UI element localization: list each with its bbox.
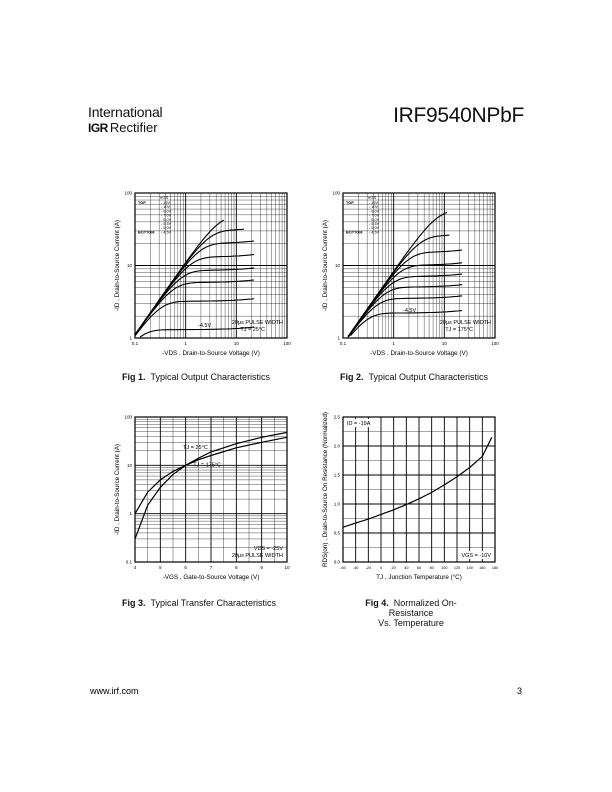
x-tick-label: 20 — [391, 566, 396, 570]
figure-3-title: Typical Transfer Characteristics — [150, 598, 277, 608]
x-tick-label: 5 — [159, 565, 162, 570]
x-tick-label: -40 — [352, 566, 359, 570]
legend-value: - 4.5V — [369, 230, 380, 235]
x-tick-label: 1 — [392, 341, 395, 346]
y-tick-label: 1.5 — [333, 472, 340, 478]
figure-4-caption — [356, 598, 466, 628]
figure-4-title-line2: Vs. Temperature — [378, 618, 444, 628]
legend-value: - 8.0V — [369, 209, 380, 214]
x-tick-label: 100 — [441, 566, 448, 570]
figure-2-title: Typical Output Characteristics — [368, 372, 489, 382]
x-tick-label: 40 — [404, 566, 409, 570]
x-tick-label: 8 — [235, 565, 238, 570]
legend-label: BOTTOM — [346, 230, 363, 235]
legend-value: - 6.0V — [161, 217, 172, 222]
x-axis-label: -VDS , Drain-to-Source Voltage (V) — [162, 350, 260, 357]
figure-3-chart — [105, 412, 295, 592]
figure-3-caption — [122, 598, 276, 608]
figure-4-chart — [313, 412, 503, 592]
annotation-pulse: 20μs PULSE WIDTH — [439, 320, 491, 326]
x-tick-label: 10 — [441, 341, 447, 346]
company-name-line1: International — [88, 104, 163, 120]
annotation-vds: VDS = -25V — [253, 546, 283, 552]
figure-1-number: Fig 1. — [122, 372, 146, 382]
annotation-tj: TJ = 25°C — [240, 327, 265, 333]
legend-title: VGS — [367, 195, 377, 200]
figure-2-caption — [340, 372, 488, 382]
y-tick-label: 1 — [129, 335, 132, 341]
x-tick-label: 160 — [479, 566, 486, 570]
x-tick-label: 140 — [466, 566, 473, 570]
footer-url: www.irf.com — [90, 686, 139, 696]
page-number: 3 — [516, 686, 522, 696]
company-name-line2 — [88, 120, 208, 136]
figure-1-chart — [105, 188, 295, 368]
figure-1-title: Typical Output Characteristics — [150, 372, 271, 382]
annotation-vgs: VGS = -10V — [461, 553, 491, 559]
x-tick-label: 0 — [379, 566, 383, 570]
x-tick-label: 6 — [184, 565, 187, 570]
x-tick-label: 120 — [453, 566, 461, 570]
y-axis-label: -ID , Drain-to-Source Current (A) — [322, 220, 329, 311]
legend-value: - 10V — [161, 205, 171, 210]
annotation-tj-175: TJ = 175°C — [193, 462, 222, 469]
annotation-vgs: -4.5V — [198, 323, 212, 329]
legend-label: TOP — [346, 201, 354, 205]
annotation-pulse: 20μs PULSE WIDTH — [231, 320, 283, 326]
legend-value: - 5.5V — [161, 222, 172, 226]
figure-4-title: Normalized On-Resistance — [388, 598, 457, 618]
legend-value: - 7.0V — [369, 213, 380, 218]
company-logo — [88, 104, 208, 136]
legend-value: - 6.0V — [369, 217, 380, 222]
y-tick-label: 0.0 — [333, 559, 340, 565]
legend-value: - 5.0V — [369, 226, 380, 231]
x-tick-label: 0.1 — [131, 341, 139, 346]
x-axis-label: -VDS , Drain-to-Source Voltage (V) — [370, 350, 468, 357]
y-axis-label: RDS(on) , Drain-to-Source On Resistance (Normalized) — [322, 411, 329, 568]
x-tick-label: 180 — [491, 566, 499, 570]
figure-3-number: Fig 3. — [122, 598, 146, 608]
y-axis-label: -ID , Drain-to-Source Current (A) — [114, 220, 121, 311]
legend-value: - 4.5V — [161, 230, 172, 235]
annotation-tj: TJ = 175°C — [445, 327, 473, 333]
y-tick-label: 2.0 — [333, 443, 340, 449]
y-tick-label: 0.5 — [333, 530, 340, 536]
figure-4-number: Fig 4. — [365, 598, 389, 608]
y-tick-label: 10 — [126, 462, 132, 468]
y-tick-label: 100 — [124, 190, 132, 196]
x-tick-label: 10 — [233, 341, 239, 346]
x-tick-label: 4 — [133, 565, 137, 570]
y-axis-label: -ID , Drain-to-Source Current (A) — [114, 444, 121, 535]
x-tick-label: -60 — [340, 566, 346, 570]
annotation-pulse: 20μs PULSE WIDTH — [231, 553, 283, 559]
x-tick-label: 7 — [209, 565, 213, 570]
annotation-vgs: -4.5V — [403, 308, 417, 314]
legend-value: - 7.0V — [161, 213, 172, 218]
legend-label: TOP — [138, 201, 146, 205]
y-tick-label: 1 — [337, 335, 340, 341]
y-tick-label: 0.1 — [125, 559, 132, 565]
figure-2-chart — [313, 188, 503, 368]
legend-value: - 8.0V — [161, 209, 172, 214]
legend-label: BOTTOM — [138, 230, 155, 235]
y-tick-label: 1 — [129, 511, 132, 517]
legend-value: - 15V — [369, 201, 379, 205]
x-axis-label: -VGS , Gate-to-Source Voltage (V) — [162, 574, 260, 581]
y-tick-label: 100 — [332, 190, 340, 196]
y-tick-label: 1.0 — [333, 501, 340, 507]
x-tick-label: 10 — [284, 565, 290, 570]
legend-value: - 10V — [369, 205, 379, 210]
figure-1-caption — [122, 372, 270, 382]
x-tick-label: -20 — [365, 566, 372, 570]
company-name-rectifier: Rectifier — [109, 120, 158, 135]
figure-2-number: Fig 2. — [340, 372, 364, 382]
company-mark: IGR — [88, 121, 108, 135]
y-tick-label: 2.5 — [333, 414, 340, 420]
legend-value: - 5.0V — [161, 226, 172, 231]
x-tick-label: 60 — [416, 566, 422, 570]
legend-value: - 15V — [161, 201, 171, 205]
x-tick-label: 0.1 — [339, 341, 347, 346]
annotation-id: ID = -19A — [347, 421, 371, 427]
x-tick-label: 100 — [491, 341, 499, 346]
y-tick-label: 10 — [334, 263, 340, 268]
x-axis-label: TJ , Junction Temperature (°C) — [376, 574, 462, 581]
x-tick-label: 80 — [429, 566, 434, 570]
x-tick-label: 1 — [184, 341, 187, 346]
part-number: IRF9540NPbF — [393, 104, 524, 127]
legend-value: - 5.5V — [369, 222, 380, 226]
annotation-tj-25: TJ = 25°C — [183, 444, 208, 451]
x-tick-label: 9 — [260, 565, 263, 570]
y-tick-label: 10 — [126, 263, 132, 268]
legend-title: VGS — [159, 195, 169, 200]
x-tick-label: 100 — [283, 341, 291, 346]
y-tick-label: 100 — [124, 414, 132, 420]
